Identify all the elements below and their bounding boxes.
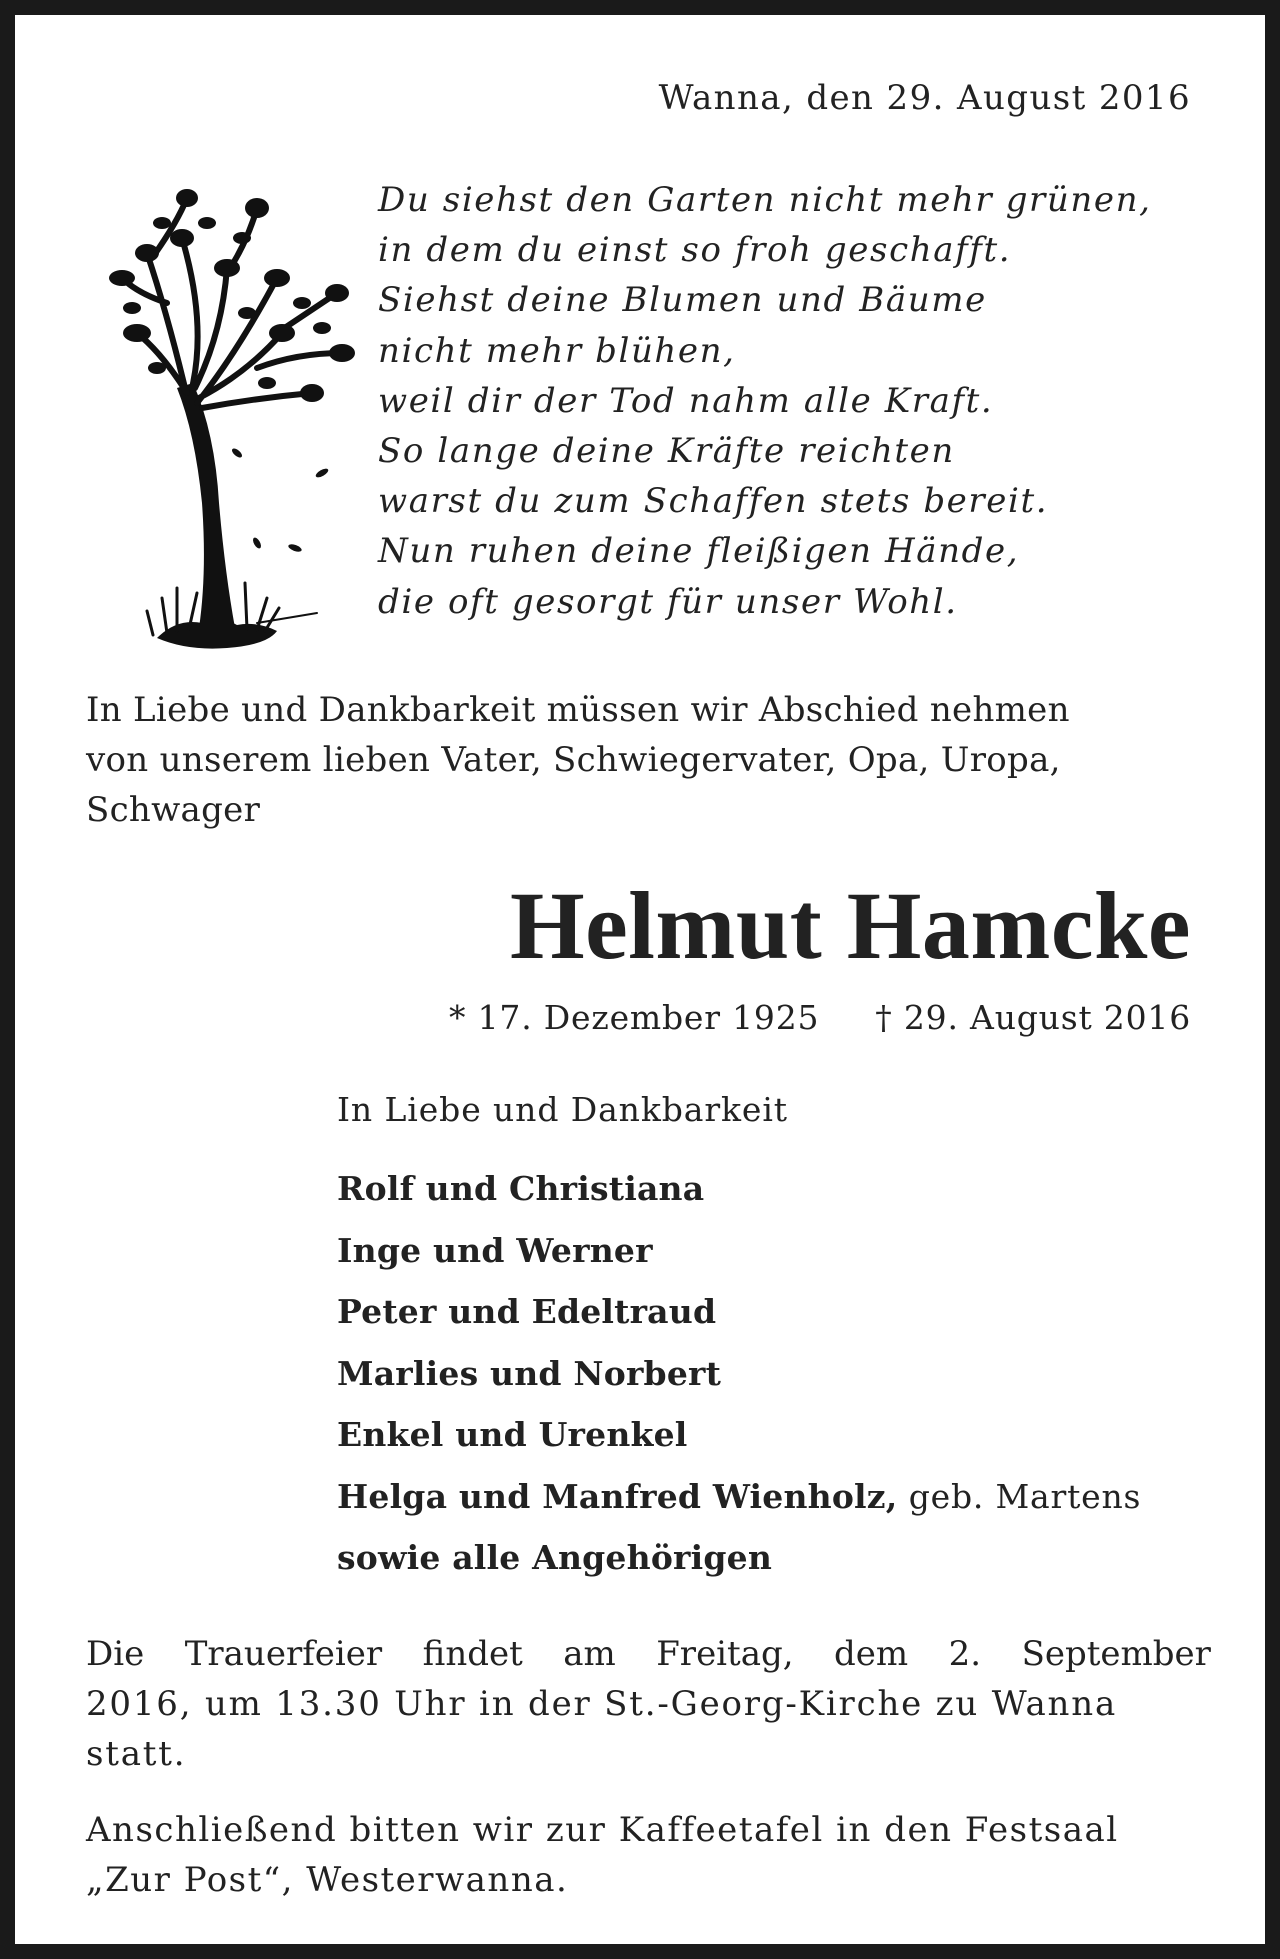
- poem-line: weil dir der Tod nahm alle Kraft.: [378, 380, 994, 421]
- mourner-row: [337, 1404, 1141, 1466]
- service-word: am: [563, 1634, 616, 1674]
- service-word: dem: [834, 1634, 909, 1674]
- poem-line: in dem du einst so froh geschafft.: [378, 230, 1012, 271]
- mourner-names: Inge und Werner: [337, 1230, 653, 1270]
- mourner-names: Marlies und Norbert: [337, 1353, 722, 1393]
- memorial-poem: [378, 175, 1152, 627]
- funeral-service-info: [86, 1629, 1211, 1779]
- farewell-intro: [86, 685, 1211, 835]
- poem-line: Du siehst den Garten nicht mehr grünen,: [378, 180, 1152, 220]
- intro-line: Schwager: [86, 790, 261, 830]
- mourner-names: Enkel und Urenkel: [337, 1415, 688, 1454]
- death-date: † 29. August 2016: [875, 998, 1191, 1037]
- service-word: findet: [422, 1634, 523, 1674]
- mourner-row: [337, 1220, 1141, 1282]
- tree-silhouette-icon: [107, 183, 367, 658]
- poem-line: Nun ruhen deine fleißigen Hände,: [378, 531, 1020, 572]
- mourner-row: [337, 1281, 1141, 1343]
- mourner-names: sowie alle Angehörigen: [337, 1538, 773, 1577]
- service-word: Trauerfeier: [184, 1634, 383, 1674]
- service-word: Freitag,: [656, 1634, 794, 1674]
- poem-line: nicht mehr blühen,: [378, 330, 736, 371]
- mourner-row: [337, 1466, 1141, 1528]
- service-line: 2016, um 13.30 Uhr in der St.-Georg-Kirche zu Wanna: [86, 1684, 1118, 1724]
- deceased-name: Helmut Hamcke: [509, 872, 1191, 979]
- reception-line: Anschließend bitten wir zur Kaffeetafel in den Festsaal: [86, 1810, 1119, 1850]
- service-word: Die: [86, 1634, 145, 1674]
- mourners-list: [337, 1158, 1141, 1589]
- place-date: Wanna, den 29. August 2016: [658, 78, 1191, 118]
- mourner-row: [337, 1343, 1141, 1405]
- reception-info: [86, 1805, 1119, 1905]
- birth-date: * 17. Dezember 1925: [449, 998, 820, 1037]
- service-word: September: [1021, 1634, 1211, 1674]
- intro-line: von unserem lieben Vater, Schwiegervater, Opa, Uropa,: [86, 740, 1061, 780]
- poem-line: Siehst deine Blumen und Bäume: [378, 280, 987, 321]
- poem-line: warst du zum Schaffen stets bereit.: [378, 481, 1049, 522]
- service-line: [86, 1629, 1211, 1679]
- service-line: statt.: [86, 1734, 187, 1774]
- reception-line: „Zur Post“, Westerwanna.: [86, 1860, 569, 1900]
- poem-line: die oft gesorgt für unser Wohl.: [378, 581, 958, 622]
- signatures-intro: In Liebe und Dankbarkeit: [337, 1090, 788, 1129]
- mourner-names: Rolf und Christiana: [337, 1169, 705, 1208]
- intro-line: In Liebe und Dankbarkeit müssen wir Abschied nehmen: [86, 690, 1070, 730]
- mourner-names: Peter und Edeltraud: [337, 1292, 717, 1331]
- mourner-row: [337, 1527, 1141, 1589]
- mourner-names: Helga und Manfred Wienholz,: [337, 1476, 898, 1516]
- poem-line: So lange deine Kräfte reichten: [378, 431, 955, 472]
- service-word: 2.: [948, 1634, 982, 1674]
- mourner-row: [337, 1158, 1141, 1220]
- mourner-suffix: geb. Martens: [897, 1476, 1142, 1516]
- life-dates: [449, 998, 1191, 1037]
